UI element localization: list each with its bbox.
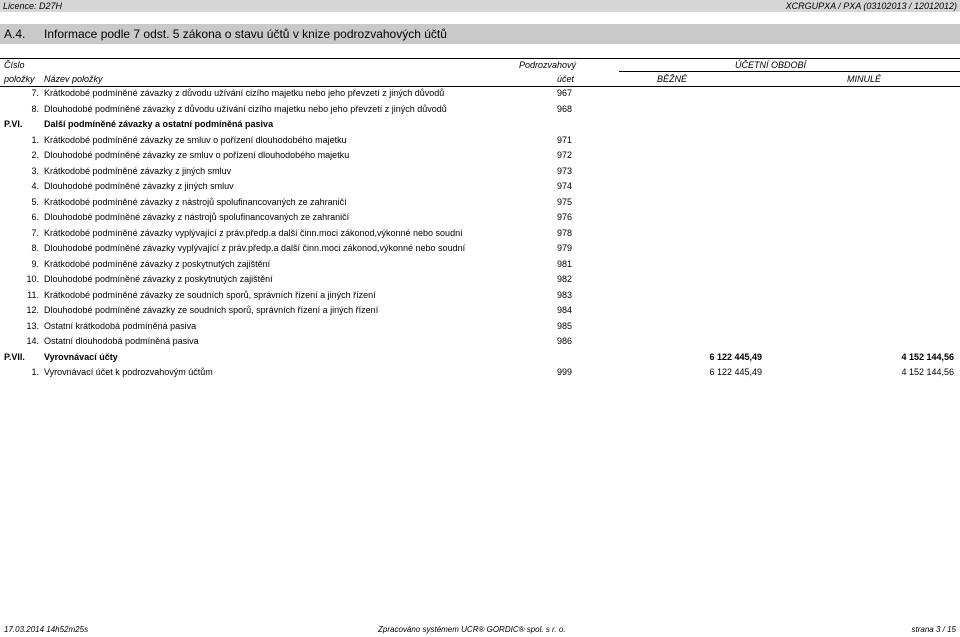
license-label: Licence: D27H bbox=[3, 1, 63, 11]
header-minule: MINULÉ bbox=[847, 74, 882, 84]
header-bezne: BĚŽNÉ bbox=[657, 74, 688, 84]
header-ucetni-obdobi: ÚČETNÍ OBDOBÍ bbox=[735, 60, 807, 70]
item-number-cell: 1. bbox=[31, 134, 39, 145]
item-number-cell: 12. bbox=[26, 305, 39, 315]
period-rule bbox=[619, 71, 960, 72]
header-cislo: Číslo bbox=[4, 60, 25, 70]
table-row bbox=[0, 334, 960, 349]
account-cell: 974 bbox=[557, 181, 573, 191]
header-ucet: účet bbox=[557, 74, 575, 84]
item-number-cell: 5. bbox=[31, 196, 39, 207]
item-name-cell: Krátkodobé podmíněné závazky z jiných smluv bbox=[44, 165, 232, 176]
item-name-cell: Ostatní krátkodobá podmíněná pasiva bbox=[44, 320, 197, 331]
item-name-cell: Vyrovnávací účty bbox=[44, 351, 118, 362]
item-name-cell: Krátkodobé podmíněné závazky z důvodu užívání cizího majetku nebo jeho převzetí z jiných důvodů bbox=[44, 88, 445, 98]
item-number-cell: 8. bbox=[31, 103, 39, 114]
item-number-cell: 13. bbox=[26, 320, 39, 331]
account-cell: 976 bbox=[557, 212, 573, 222]
table-row bbox=[0, 102, 960, 117]
item-number-cell: 9. bbox=[31, 258, 39, 269]
item-name-cell: Krátkodobé podmíněné závazky z poskytnutých zajištění bbox=[44, 258, 271, 269]
section-code-cell: P.VII. bbox=[4, 351, 25, 362]
item-name-cell: Krátkodobé podmíněné závazky vyplývající z práv.předp.a další činn.moci zákonod,výkonné nebo soudní bbox=[44, 227, 463, 238]
table-row bbox=[0, 195, 960, 210]
item-name-cell: Ostatní dlouhodobá podmíněná pasiva bbox=[44, 336, 199, 346]
footer-page: strana 3 / 15 bbox=[911, 625, 956, 634]
current-period-cell: 6 122 445,49 bbox=[709, 351, 762, 362]
item-number-cell: 7. bbox=[31, 88, 39, 98]
account-cell: 967 bbox=[557, 88, 573, 98]
table-row bbox=[0, 179, 960, 194]
account-cell: 979 bbox=[557, 243, 573, 253]
section-code-cell: P.VI. bbox=[4, 119, 23, 129]
table-row bbox=[0, 86, 960, 101]
account-cell: 983 bbox=[557, 289, 573, 300]
item-number-cell: 2. bbox=[31, 150, 39, 160]
item-number-cell: 4. bbox=[31, 181, 39, 191]
header-podrozvahovy: Podrozvahový bbox=[519, 60, 577, 70]
account-cell: 972 bbox=[557, 150, 573, 160]
item-number-cell: 7. bbox=[31, 227, 39, 238]
footer-datetime: 17.03.2014 14h52m25s bbox=[4, 625, 89, 634]
table-row bbox=[0, 164, 960, 179]
header-polozky: položky bbox=[4, 74, 35, 84]
item-number-cell: 14. bbox=[26, 336, 39, 346]
item-name-cell: Dlouhodobé podmíněné závazky z poskytnutých zajištění bbox=[44, 274, 273, 284]
item-number-cell: 11. bbox=[27, 289, 39, 300]
account-cell: 973 bbox=[557, 165, 573, 176]
footer-processed-by: Zpracováno systémem UCR® GORDIC® spol. s r. o. bbox=[378, 625, 566, 634]
table-row bbox=[0, 241, 960, 256]
account-cell: 971 bbox=[557, 134, 573, 145]
table-row bbox=[0, 272, 960, 287]
item-name-cell: Krátkodobé podmíněné závazky ze smluv o pořízení dlouhodobého majetku bbox=[44, 134, 347, 145]
item-name-cell: Dlouhodobé podmíněné závazky ze soudních sporů, správních řízení a jiných řízení bbox=[44, 305, 379, 315]
table-row bbox=[0, 288, 960, 303]
item-number-cell: 1. bbox=[31, 367, 39, 377]
report-id-label: XCRGUPXA / PXA (03102013 / 12012012) bbox=[785, 1, 957, 11]
item-number-cell: 8. bbox=[31, 243, 39, 253]
account-cell: 975 bbox=[557, 196, 573, 207]
account-cell: 978 bbox=[557, 227, 573, 238]
table-row bbox=[0, 148, 960, 163]
account-cell: 986 bbox=[557, 336, 573, 346]
table-row bbox=[0, 210, 960, 225]
table-row bbox=[0, 117, 960, 132]
item-name-cell: Dlouhodobé podmíněné závazky z důvodu užívání cizího majetku nebo jeho převzetí z jiných důvodů bbox=[44, 103, 447, 114]
item-number-cell: 6. bbox=[31, 212, 39, 222]
previous-period-cell: 4 152 144,56 bbox=[901, 351, 954, 362]
section-title: Informace podle 7 odst. 5 zákona o stavu účtů v knize podrozvahových účtů bbox=[44, 27, 447, 41]
item-number-cell: 10. bbox=[26, 274, 39, 284]
item-name-cell: Krátkodobé podmíněné závazky ze soudních sporů, správních řízení a jiných řízení bbox=[44, 289, 376, 300]
section-title-bar bbox=[0, 24, 960, 44]
table-row bbox=[0, 365, 960, 380]
table-row bbox=[0, 319, 960, 334]
table-row bbox=[0, 350, 960, 365]
header-nazev: Název položky bbox=[44, 74, 103, 84]
table-row bbox=[0, 226, 960, 241]
account-cell: 985 bbox=[557, 320, 573, 331]
table-row bbox=[0, 133, 960, 148]
current-period-cell: 6 122 445,49 bbox=[709, 367, 762, 377]
item-name-cell: Dlouhodobé podmíněné závazky vyplývající z práv.předp.a další činn.moci zákonod,výkonné nebo soudní bbox=[44, 243, 466, 253]
account-cell: 999 bbox=[557, 367, 573, 377]
item-name-cell: Dlouhodobé podmíněné závazky ze smluv o pořízení dlouhodobého majetku bbox=[44, 150, 350, 160]
table-row bbox=[0, 303, 960, 318]
item-number-cell: 3. bbox=[31, 165, 39, 176]
section-code: A.4. bbox=[4, 27, 26, 41]
account-cell: 968 bbox=[557, 103, 573, 114]
item-name-cell: Další podmíněné závazky a ostatní podmíněná pasiva bbox=[44, 119, 274, 129]
account-cell: 981 bbox=[557, 258, 573, 269]
header-top-rule bbox=[0, 58, 960, 59]
account-cell: 982 bbox=[557, 274, 573, 284]
previous-period-cell: 4 152 144,56 bbox=[901, 367, 954, 377]
top-info-bar bbox=[0, 0, 960, 12]
account-cell: 984 bbox=[557, 305, 573, 315]
item-name-cell: Dlouhodobé podmíněné závazky z jiných smluv bbox=[44, 181, 234, 191]
table-row bbox=[0, 257, 960, 272]
item-name-cell: Krátkodobé podmíněné závazky z nástrojů spolufinancovaných ze zahraničí bbox=[44, 196, 347, 207]
item-name-cell: Vyrovnávací účet k podrozvahovým účtům bbox=[44, 367, 213, 377]
item-name-cell: Dlouhodobé podmíněné závazky z nástrojů spolufinancovaných ze zahraničí bbox=[44, 212, 350, 222]
